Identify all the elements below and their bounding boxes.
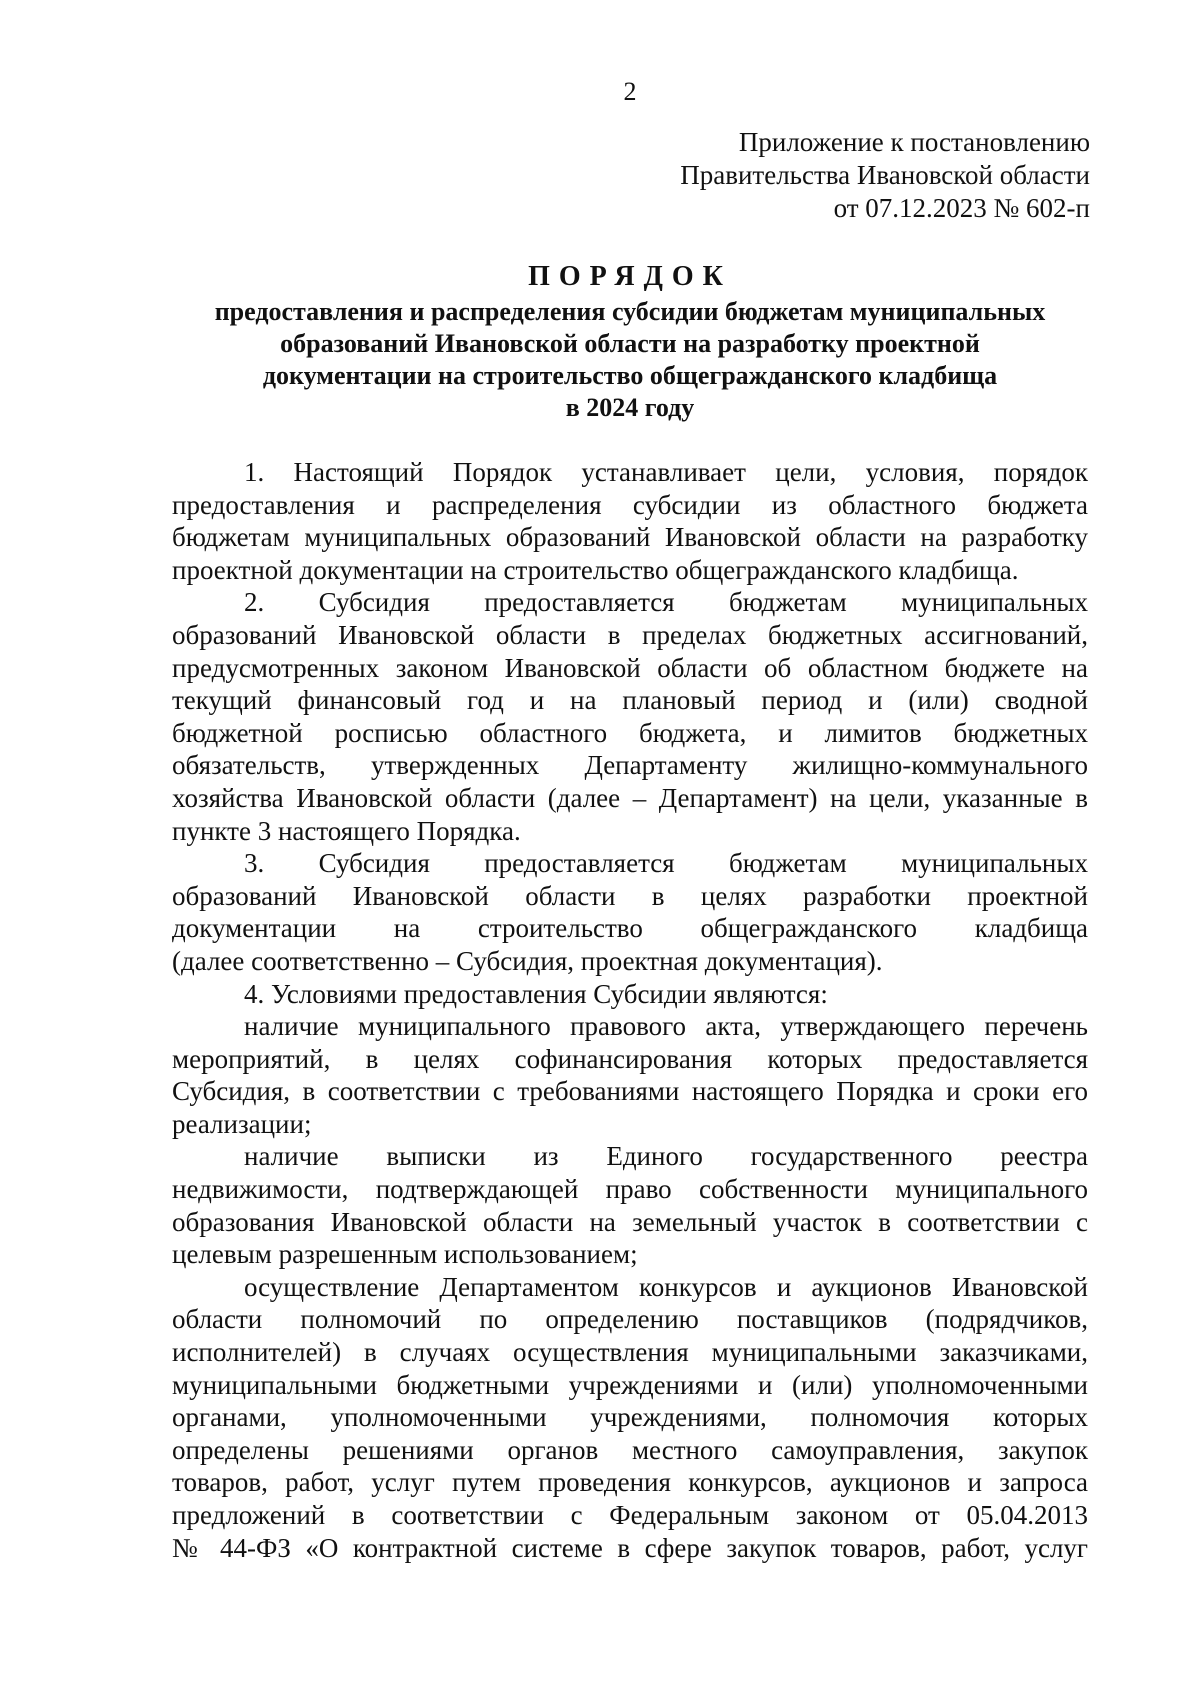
- paragraph-line: целевым разрешенным использованием;: [172, 1239, 638, 1270]
- paragraph-line: (далее соответственно – Субсидия, проектная документация).: [172, 945, 883, 976]
- appendix-line: от 07.12.2023 № 602-п: [833, 193, 1090, 223]
- paragraph-line: Субсидия, в соответствии с требованиями настоящего Порядка и сроки его: [172, 1076, 1088, 1107]
- paragraph-line: пункте 3 настоящего Порядка.: [172, 815, 521, 846]
- paragraph-line: 3. Субсидия предоставляется бюджетам муниципальных: [244, 848, 1088, 879]
- paragraph-line: хозяйства Ивановской области (далее – Департамент) на цели, указанные в: [172, 782, 1088, 813]
- paragraph-line: обязательств, утвержденных Департаменту жилищно-коммунального: [172, 750, 1088, 781]
- paragraph-line: предусмотренных законом Ивановской области об областном бюджете на: [172, 652, 1088, 683]
- subtitle-line: документации на строительство общегражданского кладбища: [262, 361, 998, 390]
- paragraph-line: проектной документации на строительство общегражданского кладбища.: [172, 554, 1019, 585]
- document-heading: [170, 260, 1090, 424]
- paragraph-line: области полномочий по определению поставщиков (подрядчиков,: [172, 1304, 1088, 1335]
- paragraph-line: наличие муниципального правового акта, утверждающего перечень: [244, 1011, 1088, 1042]
- paragraph-line: недвижимости, подтверждающей право собственности муниципального: [172, 1174, 1088, 1205]
- paragraph-line: документации на строительство общегражданского кладбища: [172, 913, 1088, 944]
- paragraph-line: определены решениями органов местного самоуправления, закупок: [172, 1434, 1088, 1465]
- paragraph-line: мероприятий, в целях софинансирования которых предоставляется: [172, 1043, 1088, 1074]
- paragraph-line: органами, уполномоченными учреждениями, полномочия которых: [172, 1402, 1088, 1433]
- page-number: 2: [623, 77, 637, 106]
- paragraph-line: 2. Субсидия предоставляется бюджетам муниципальных: [244, 587, 1088, 618]
- paragraph-line: бюджетной росписью областного бюджета, и лимитов бюджетных: [172, 717, 1088, 748]
- document-body: [172, 456, 1088, 1564]
- paragraph-line: № 44-ФЗ «О контрактной системе в сфере закупок товаров, работ, услуг: [172, 1532, 1088, 1563]
- subtitle-line: в 2024 году: [565, 393, 695, 422]
- paragraph-line: текущий финансовый год и на плановый период и (или) сводной: [172, 685, 1088, 716]
- paragraph-line: 1. Настоящий Порядок устанавливает цели, условия, порядок: [244, 457, 1088, 487]
- paragraph-line: бюджетам муниципальных образований Ивановской области на разработку: [172, 522, 1088, 553]
- document-title: ПОРЯДОК: [528, 261, 732, 292]
- paragraph-line: 4. Условиями предоставления Субсидии являются:: [244, 978, 828, 1009]
- paragraph-line: предложений в соответствии с Федеральным законом от 05.04.2013: [172, 1500, 1088, 1530]
- paragraph-line: образований Ивановской области в целях разработки проектной: [172, 880, 1088, 911]
- paragraph-line: наличие выписки из Единого государственного реестра: [244, 1141, 1088, 1172]
- appendix-line: Правительства Ивановской области: [680, 160, 1090, 190]
- paragraph-line: образований Ивановской области в пределах бюджетных ассигнований,: [172, 619, 1088, 650]
- paragraph-line: реализации;: [172, 1108, 312, 1139]
- document-subtitle: [170, 296, 1090, 424]
- paragraph-line: муниципальными бюджетными учреждениями и (или) уполномоченными: [172, 1369, 1088, 1400]
- paragraph-line: товаров, работ, услуг путем проведения конкурсов, аукционов и запроса: [172, 1467, 1088, 1498]
- paragraph-line: образования Ивановской области на земельный участок в соответствии с: [172, 1206, 1088, 1237]
- appendix-note: [680, 126, 1090, 225]
- paragraph-line: исполнителей) в случаях осуществления муниципальными заказчиками,: [172, 1337, 1088, 1368]
- paragraph-line: осуществление Департаментом конкурсов и аукционов Ивановской: [244, 1271, 1088, 1302]
- appendix-line: Приложение к постановлению: [738, 127, 1090, 157]
- subtitle-line: предоставления и распределения субсидии бюджетам муниципальных: [214, 297, 1046, 326]
- subtitle-line: образований Ивановской области на разработку проектной: [280, 329, 980, 358]
- paragraph-line: предоставления и распределения субсидии из областного бюджета: [172, 489, 1088, 520]
